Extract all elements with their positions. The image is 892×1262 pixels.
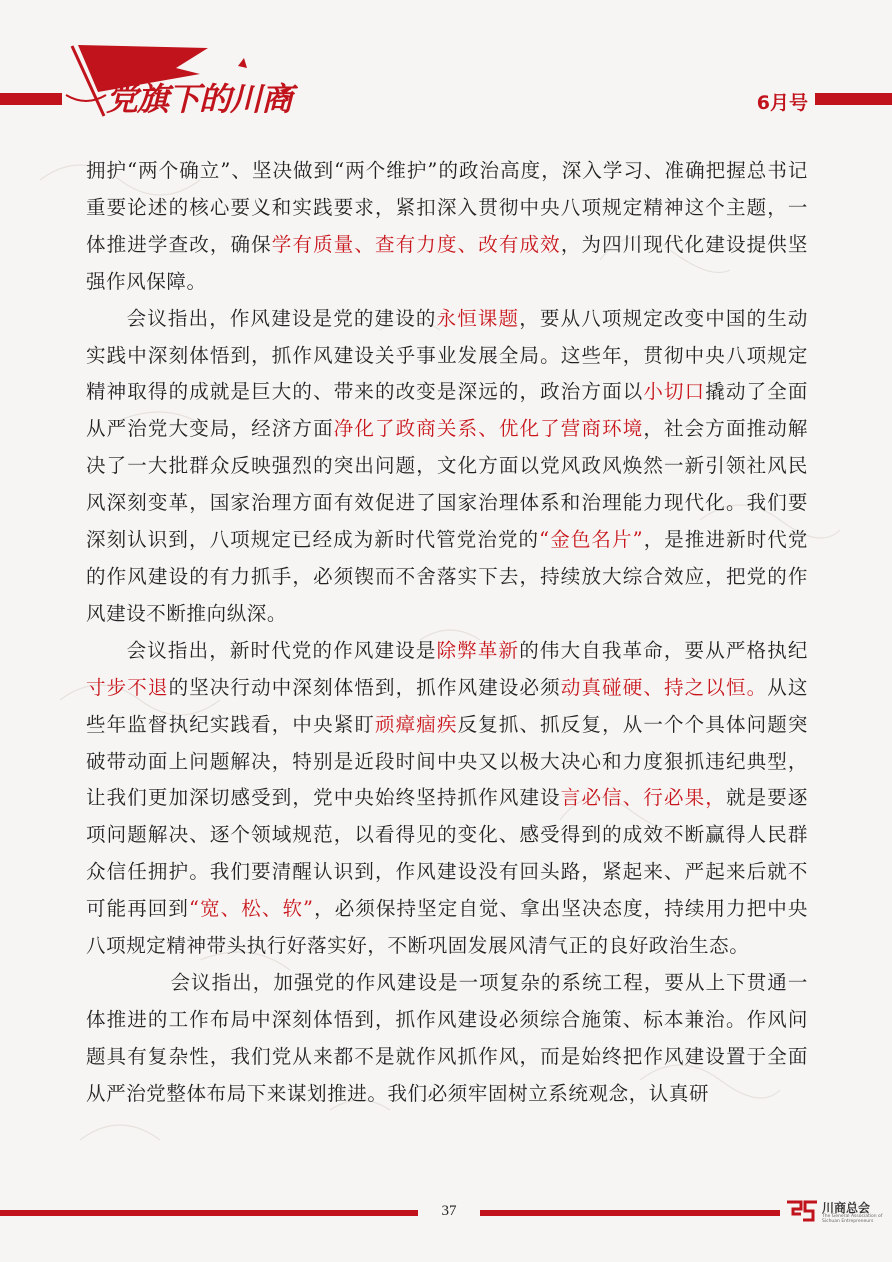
text-run: 会议指出，新时代党的作风建设是 [126,638,437,662]
text-run: 撬动了全面从严治党大变局，经济方面 [86,380,808,441]
logo-text: 党旗下的川商 [106,80,293,118]
org-subtitle: The General Association of Sichuan Entrepreneurs [822,1214,883,1224]
highlight-text: “金色名片” [539,528,644,552]
text-run: 反复抓、抓反复，从一个个具体问题突破带动面上问题解决，特别是近段时间中央又以极大决心和力度狠抓违纪典型，让我们更加深切感受到，党中央始终坚持抓作风建设 [86,712,808,810]
paragraph-1 [86,153,808,301]
text-run: ，要从八项规定改变中国的生动实践中深刻体悟到，抓作风建设关乎事业发展全局。这些年，贯彻中央八项规定精神取得的成就是巨大的、带来的改变是深远的，政治方面以 [86,306,808,404]
text-run: ，必须保持坚定自觉、拿出坚决态度，持续用力把中央八项规定精神带头执行好落实好，不断巩固发展风清气正的良好政治生态。 [86,897,808,958]
text-run: 会议指出，作风建设是党的建设的 [126,306,437,330]
highlight-text: 净化了政商关系、优化了营商环境 [333,417,644,441]
text-run: 就是要逐项问题解决、逐个领域规范，以看得见的变化、感受得到的成效不断赢得人民群众信任拥护。我们要清醒认识到，作风建设没有回头路，紧起来、严起来后就不可能再回到 [86,786,808,921]
text-run: ，是推进新时代党的作风建设的有力抓手，必须锲而不舍落实下去，持续放大综合效应，把党的作风建设不断推向纵深。 [86,528,808,625]
text-run: 拥护“两个确立”、坚决做到“两个维护”的政治高度，深入学习、准确把握总书记重要论述的核心要义和实践要求，紧扣深入贯彻中央八项规定精神这个主题，一体推进学查改，确保 [86,159,808,256]
text-run: 从这些年监督执纪实践看，中央紧盯 [86,675,808,736]
page-number: 37 [441,1203,457,1219]
highlight-text: 学有质量、查有力度、改有成效 [271,232,561,256]
org-logo-icon [785,1198,819,1224]
highlight-text: 除弊革新 [436,638,520,662]
header-bar-left [0,93,62,105]
footer-bar-left [0,1210,418,1216]
highlight-text: 顽瘴痼疾 [375,712,458,736]
paragraph-2 [86,301,808,633]
article-body [86,153,808,1113]
highlight-text: 永恒课题 [436,306,520,330]
highlight-text: 寸步不退 [86,675,169,699]
highlight-text: 言必信、行必果， [560,786,726,810]
paragraph-3 [86,633,808,965]
org-name: 川商总会 [822,1201,871,1215]
text-run: ，为四川现代化建设提供坚强作风保障。 [86,232,808,293]
issue-label: 6月号 [756,92,808,114]
footer-bar-right [480,1210,780,1216]
header-bar-right [815,93,892,105]
highlight-text: 动真碰硬、持之以恒。 [560,675,768,699]
highlight-text: “宽、松、软” [189,897,314,921]
text-run: ，社会方面推动解决了一大批群众反映强烈的突出问题，文化方面以党风政风焕然一新引领社风民风深刻变革，国家治理方面有效促进了国家治理体系和治理能力现代化。我们要深刻认识到，八项规定已经成为新时代管党治党的 [86,417,808,552]
text-run: 会议指出，加强党的作风建设是一项复杂的系统工程，要从上下贯通一体推进的工作布局中深刻体悟到，抓作风建设必须综合施策、标本兼治。作风问题具有复杂性，我们党从来都不是就作风抓作风，而是始终把作风建设置于全面从严治党整体布局下来谋划推进。我们必须牢固树立系统观念，认真研 [86,970,808,1105]
highlight-text: 小切口 [643,380,706,404]
text-run: 的坚决行动中深刻体悟到，抓作风建设必须 [168,675,561,699]
paragraph-4 [86,965,808,1113]
text-run: 的伟大自我革命，要从严格执纪 [519,638,808,662]
